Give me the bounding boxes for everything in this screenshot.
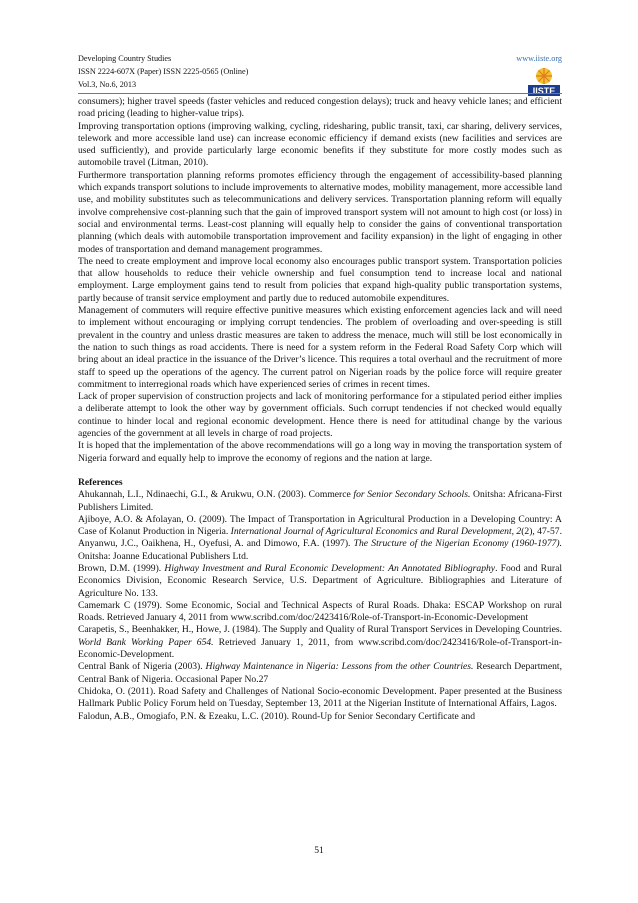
reference-entry (78, 686, 562, 711)
journal-title: Developing Country Studies (78, 54, 172, 63)
ref-italic: The Structure of the Nigerian Economy (1960-1977). (353, 538, 563, 550)
reference-entry (78, 711, 562, 723)
ref-text: Chidoka, O. (2011). Road Safety and Challenges of National Socio-economic Development. Paper presented at the Business Hallmark Public Policy Forum held on Tuesday, September 13, 2011 at the Nigerian Institute of International Affairs, Lagos. (78, 685, 562, 710)
reference-entry (78, 514, 562, 539)
reference-entry (78, 661, 562, 686)
article-body (78, 96, 562, 723)
page-header (78, 52, 562, 96)
ref-italic: for Senior Secondary Schools. (353, 489, 471, 501)
ref-italic: Highway Investment and Rural Economic Development: An Annotated Bibliography (164, 562, 496, 574)
journal-url-link[interactable]: www.iiste.org (516, 54, 562, 63)
body-paragraph: Management of commuters will require effective punitive measures which existing enforcement agencies lack and will need to implement without encouraging or implying corrupt tendencies. The problem of overloading and over-speeding is still prevalent in the country and unless drastic measures are taken to address the menace, much will still be lost economically in the nation to such things as road accidents. There is need for a system reform in the Federal Road Safety Corp which will bring about an ideal practice in the issuance of the Driver’s licence. This requires a total overhaul and the recruitment of more staff to speed up the operations of the agency. The current patrol on Nigerian roads by the police force will require greater commitment to interregional roads which have experienced series of crimes in recent times. (78, 305, 562, 390)
body-paragraph: The need to create employment and improve local economy also encourages public transport system. Transportation policies that allow households to reduce their vehicle ownership and fuel consumption tend to increase local and national employment. Large employment gains tend to result from policies that expand high-quality public transportation systems, partly because of transit service employment and partly due to reduced automobile expenditures. (78, 255, 562, 304)
body-paragraph: Improving transportation options (improving walking, cycling, ridesharing, public transit, taxi, car sharing, delivery services, telework and more accessible land use) can increase economic efficiency if demand exists (new facilities and services are used sufficiently), and provide particularly large economic benefits if they substitute for more costly modes such as automobile travel (Litman, 2010). (78, 120, 562, 169)
logo-text: IISTE (532, 86, 556, 96)
ref-italic: International Journal of Agricultural Economics and Rural Development, 2 (230, 526, 522, 538)
ref-text: Onitsha: Africana-First Publishers Limited. (78, 489, 562, 513)
ref-text: Falodun, A.B., Omogiafo, P.N. & Ezeaku, L.C. (2010). Round-Up for Senior Secondary Certificate and (78, 710, 476, 722)
ref-text: . Food and Rural Economics Division, Economic Research Service, U.S. Department of Agriculture. Bibliographies and Literature of Agriculture No. 133. (78, 562, 562, 599)
ref-text: Research Department, Central Bank of Nigeria. Occasional Paper No.27 (78, 661, 562, 685)
references-heading: References (78, 476, 123, 488)
issn-line: ISSN 2224-607X (Paper) ISSN 2225-0565 (Online) (78, 67, 249, 77)
ref-text: Carapetis, S., Beenhakker, H., Howe, J. (1984). The Supply and Quality of Rural Transport Services in Developing Countries. (78, 624, 562, 636)
reference-entry (78, 489, 562, 514)
ref-text: (2), 47-57. (521, 526, 562, 538)
reference-entry (78, 600, 562, 625)
ref-text: Anyanwu, J.C., Oaikhena, H., Oyefusi, A. and Dimowo, F.A. (1997). (78, 538, 354, 550)
header-rule (78, 93, 562, 94)
ref-italic: Highway Maintenance in Nigeria: Lessons from the other Countries. (205, 661, 474, 673)
body-paragraph: consumers); higher travel speeds (faster vehicles and reduced congestion delays); truck and heavy vehicle lanes; and efficient road pricing (leading to higher-value trips). (78, 96, 562, 120)
ref-text: Onitsha: Joanne Educational Publishers Ltd. (78, 550, 249, 562)
reference-entry (78, 624, 562, 661)
page-number: 51 (314, 845, 324, 856)
reference-entry (78, 538, 562, 563)
volume-line: Vol.3, No.6, 2013 (78, 80, 137, 90)
body-paragraph: It is hoped that the implementation of the above recommendations will go a long way in moving the transportation system of Nigeria forward and equally help to improve the economy of regions and the nation at large. (78, 440, 562, 464)
ref-text: Central Bank of Nigeria (2003). (78, 661, 206, 673)
ref-text: Ahukannah, L.I., Ndinaechi, G.I., & Arukwu, O.N. (2003). Commerce (78, 489, 354, 501)
ref-text: Brown, D.M. (1999). (78, 562, 165, 574)
header-line-1 (78, 52, 562, 65)
body-paragraph: Lack of proper supervision of construction projects and lack of monitoring performance for a stipulated period either implies a deliberate attempt to look the other way by government officials. Such corrupt tendencies if not checked would equally continue to hinder local and regional economic development. Hence there is need for attitudinal change by the various agencies of the government at all levels in charge of road projects. (78, 391, 562, 440)
body-paragraph: Furthermore transportation planning reforms promotes efficiency through the engagement of accessibility-based planning which expands transport solutions to include improvements to alternative modes, mobility management, more accessible land use, and mobility substitutes such as telecommunications and delivery services. Transportation planning reform will equally involve comprehensive cost-planning such that the gain of improved transport system will not amount to high cost (or loss) in social and environmental terms. Least-cost planning will equally help to consider the gains of conventional transportation planning (which deals with automobile transportation improvement and facility expansion) in the light of engaging in other modes of transportation and demand management programmes. (78, 169, 562, 255)
ref-text: Ajiboye, A.O. & Afolayan, O. (2009). The Impact of Transportation in Agricultural Production in a Developing Country: A Case of Kolanut Production in Nigeria. (78, 513, 562, 538)
ref-italic: World Bank Working Paper 654. (78, 636, 214, 648)
ref-text: Retrieved January 1, 2011, from www.scribd.com/doc/2423416/Role-of-Transport-in-Economic-Development. (78, 636, 562, 661)
ref-text: Camemark C (1979). Some Economic, Social and Technical Aspects of Rural Roads. Dhaka: ESCAP Workshop on rural Roads. Retrieved January 4, 2011 from www.scribd.com/doc/2423416/Role-of-Transport-in-Economic-Development (78, 599, 562, 624)
reference-entry (78, 563, 562, 600)
